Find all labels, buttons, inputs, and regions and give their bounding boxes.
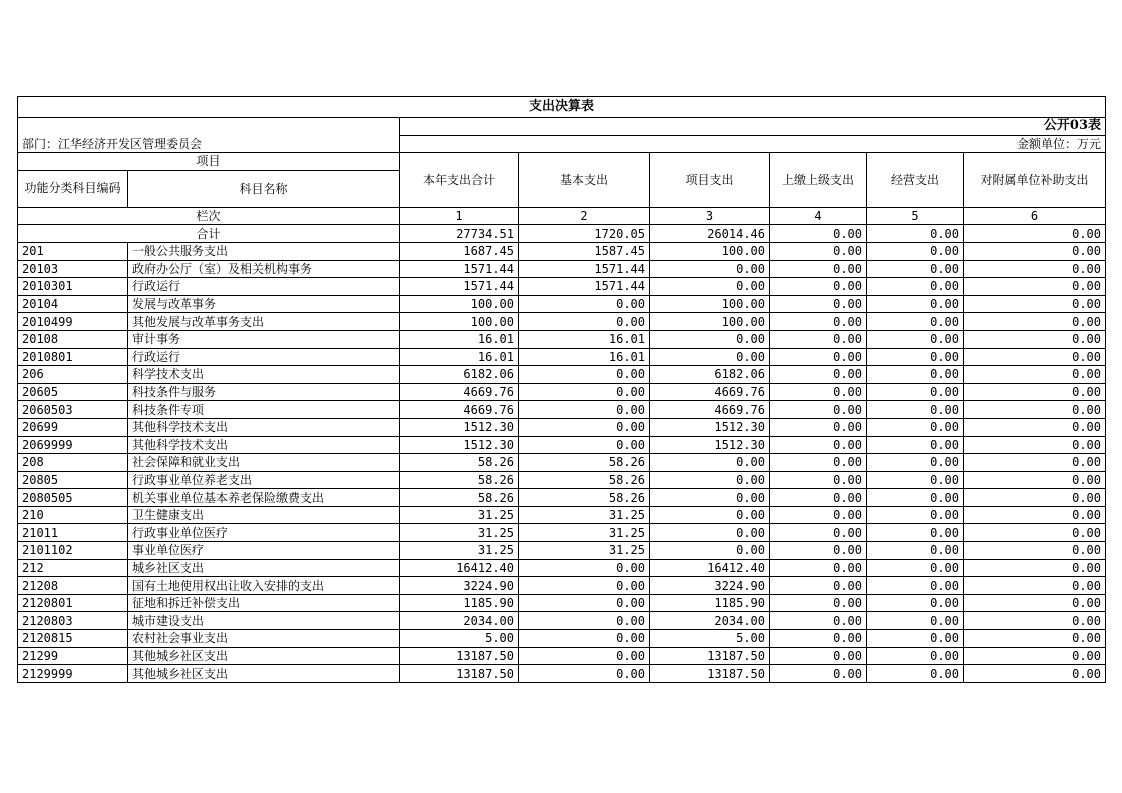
amount-cell: 0.00 <box>867 436 964 454</box>
subject-name: 其他科学技术支出 <box>128 418 400 436</box>
amount-cell: 16412.40 <box>400 559 519 577</box>
subject-code: 2129999 <box>18 665 128 683</box>
header-code: 功能分类科目编码 <box>18 170 128 207</box>
amount-cell: 0.00 <box>519 418 650 436</box>
header-basic: 基本支出 <box>519 153 650 208</box>
amount-cell: 5.00 <box>650 630 770 648</box>
amount-cell: 0.00 <box>964 594 1106 612</box>
amount-cell: 58.26 <box>519 454 650 472</box>
amount-cell: 0.00 <box>964 366 1106 384</box>
amount-cell: 0.00 <box>770 471 867 489</box>
table-row <box>18 612 1106 630</box>
amount-cell: 58.26 <box>400 454 519 472</box>
amount-cell: 0.00 <box>964 612 1106 630</box>
amount-cell: 0.00 <box>867 577 964 595</box>
amount-cell: 16.01 <box>400 330 519 348</box>
table-row <box>18 313 1106 331</box>
amount-cell: 0.00 <box>867 295 964 313</box>
table-row <box>18 383 1106 401</box>
amount-cell: 0.00 <box>867 242 964 260</box>
column-index: 4 <box>770 207 867 225</box>
table-row <box>18 647 1106 665</box>
amount-cell: 0.00 <box>770 559 867 577</box>
amount-cell: 4669.76 <box>400 401 519 419</box>
amount-cell: 100.00 <box>400 295 519 313</box>
amount-cell: 0.00 <box>964 295 1106 313</box>
subject-name: 农村社会事业支出 <box>128 630 400 648</box>
column-index: 3 <box>650 207 770 225</box>
amount-cell: 1512.30 <box>400 436 519 454</box>
total-value: 0.00 <box>770 225 867 243</box>
amount-cell: 0.00 <box>867 313 964 331</box>
table-row <box>18 489 1106 507</box>
amount-cell: 16412.40 <box>650 559 770 577</box>
amount-cell: 0.00 <box>650 542 770 560</box>
column-index: 5 <box>867 207 964 225</box>
amount-cell: 0.00 <box>519 647 650 665</box>
total-label: 合计 <box>18 225 400 243</box>
amount-cell: 4669.76 <box>650 383 770 401</box>
amount-cell: 0.00 <box>964 401 1106 419</box>
amount-cell: 0.00 <box>867 489 964 507</box>
amount-cell: 0.00 <box>770 454 867 472</box>
amount-cell: 13187.50 <box>650 665 770 683</box>
column-index: 1 <box>400 207 519 225</box>
amount-cell: 0.00 <box>519 665 650 683</box>
amount-cell: 0.00 <box>519 612 650 630</box>
amount-cell: 0.00 <box>964 506 1106 524</box>
subject-code: 20805 <box>18 471 128 489</box>
amount-cell: 0.00 <box>867 594 964 612</box>
amount-cell: 0.00 <box>650 471 770 489</box>
amount-cell: 0.00 <box>770 665 867 683</box>
amount-cell: 0.00 <box>770 542 867 560</box>
header-project: 项目 <box>18 153 400 171</box>
amount-cell: 0.00 <box>964 242 1106 260</box>
total-value: 0.00 <box>964 225 1106 243</box>
column-index: 6 <box>964 207 1106 225</box>
amount-cell: 0.00 <box>770 242 867 260</box>
subject-name: 行政事业单位养老支出 <box>128 471 400 489</box>
header-operating: 经营支出 <box>867 153 964 208</box>
total-value: 26014.46 <box>650 225 770 243</box>
amount-cell: 0.00 <box>650 278 770 296</box>
amount-cell: 0.00 <box>867 383 964 401</box>
amount-cell: 0.00 <box>770 348 867 366</box>
amount-cell: 0.00 <box>770 506 867 524</box>
subject-name: 卫生健康支出 <box>128 506 400 524</box>
amount-cell: 0.00 <box>770 489 867 507</box>
amount-cell: 0.00 <box>770 524 867 542</box>
amount-cell: 1687.45 <box>400 242 519 260</box>
subject-code: 212 <box>18 559 128 577</box>
amount-cell: 2034.00 <box>400 612 519 630</box>
subject-name: 行政运行 <box>128 348 400 366</box>
amount-cell: 0.00 <box>650 489 770 507</box>
amount-cell: 0.00 <box>867 559 964 577</box>
amount-cell: 0.00 <box>770 594 867 612</box>
amount-cell: 0.00 <box>867 278 964 296</box>
table-row <box>18 401 1106 419</box>
subject-code: 21208 <box>18 577 128 595</box>
subject-code: 208 <box>18 454 128 472</box>
subject-code: 206 <box>18 366 128 384</box>
subject-code: 201 <box>18 242 128 260</box>
amount-cell: 31.25 <box>519 524 650 542</box>
amount-cell: 0.00 <box>650 348 770 366</box>
amount-cell: 1571.44 <box>400 260 519 278</box>
amount-cell: 0.00 <box>964 542 1106 560</box>
amount-cell: 0.00 <box>867 506 964 524</box>
header-name: 科目名称 <box>128 170 400 207</box>
subject-name: 征地和拆迁补偿支出 <box>128 594 400 612</box>
amount-cell: 0.00 <box>867 418 964 436</box>
subject-code: 20699 <box>18 418 128 436</box>
amount-cell: 0.00 <box>650 454 770 472</box>
amount-cell: 4669.76 <box>400 383 519 401</box>
amount-cell: 3224.90 <box>400 577 519 595</box>
amount-cell: 13187.50 <box>650 647 770 665</box>
amount-cell: 0.00 <box>770 260 867 278</box>
expenditure-table <box>17 96 1106 683</box>
amount-cell: 0.00 <box>867 260 964 278</box>
table-row <box>18 295 1106 313</box>
subject-code: 2101102 <box>18 542 128 560</box>
amount-cell: 100.00 <box>400 313 519 331</box>
amount-cell: 1185.90 <box>650 594 770 612</box>
subject-name: 其他发展与改革事务支出 <box>128 313 400 331</box>
subject-code: 20108 <box>18 330 128 348</box>
amount-cell: 0.00 <box>519 436 650 454</box>
amount-cell: 0.00 <box>867 348 964 366</box>
amount-cell: 0.00 <box>519 559 650 577</box>
amount-cell: 58.26 <box>519 471 650 489</box>
table-row <box>18 330 1106 348</box>
total-value: 27734.51 <box>400 225 519 243</box>
subject-code: 2060503 <box>18 401 128 419</box>
subject-code: 2010301 <box>18 278 128 296</box>
amount-cell: 0.00 <box>519 401 650 419</box>
amount-cell: 0.00 <box>519 383 650 401</box>
subject-name: 机关事业单位基本养老保险缴费支出 <box>128 489 400 507</box>
table-row <box>18 348 1106 366</box>
expenditure-sheet <box>17 96 1105 683</box>
amount-cell: 0.00 <box>867 630 964 648</box>
subject-code: 20605 <box>18 383 128 401</box>
subject-code: 210 <box>18 506 128 524</box>
amount-cell: 0.00 <box>964 647 1106 665</box>
header-subsidy: 对附属单位补助支出 <box>964 153 1106 208</box>
amount-cell: 0.00 <box>867 330 964 348</box>
amount-cell: 31.25 <box>519 542 650 560</box>
table-row <box>18 418 1106 436</box>
amount-cell: 0.00 <box>964 436 1106 454</box>
table-row <box>18 454 1106 472</box>
amount-cell: 2034.00 <box>650 612 770 630</box>
amount-cell: 0.00 <box>964 489 1106 507</box>
amount-cell: 0.00 <box>770 401 867 419</box>
table-row <box>18 665 1106 683</box>
amount-cell: 4669.76 <box>650 401 770 419</box>
amount-cell: 5.00 <box>400 630 519 648</box>
amount-cell: 0.00 <box>867 471 964 489</box>
amount-cell: 31.25 <box>400 506 519 524</box>
amount-cell: 0.00 <box>519 594 650 612</box>
subject-name: 一般公共服务支出 <box>128 242 400 260</box>
amount-cell: 0.00 <box>650 524 770 542</box>
subject-name: 城市建设支出 <box>128 612 400 630</box>
amount-cell: 0.00 <box>519 577 650 595</box>
unit-label: 金额单位：万元 <box>400 135 1106 153</box>
amount-cell: 1512.30 <box>650 418 770 436</box>
amount-cell: 16.01 <box>400 348 519 366</box>
amount-cell: 0.00 <box>770 366 867 384</box>
amount-cell: 31.25 <box>400 542 519 560</box>
table-row <box>18 471 1106 489</box>
header-project-expense: 项目支出 <box>650 153 770 208</box>
header-upper: 上缴上级支出 <box>770 153 867 208</box>
amount-cell: 0.00 <box>964 577 1106 595</box>
amount-cell: 0.00 <box>964 313 1106 331</box>
amount-cell: 1571.44 <box>519 260 650 278</box>
table-row <box>18 506 1106 524</box>
amount-cell: 0.00 <box>964 524 1106 542</box>
amount-cell: 0.00 <box>964 330 1106 348</box>
subject-name: 科技条件与服务 <box>128 383 400 401</box>
amount-cell: 0.00 <box>519 313 650 331</box>
amount-cell: 0.00 <box>964 471 1106 489</box>
subject-name: 其他科学技术支出 <box>128 436 400 454</box>
amount-cell: 0.00 <box>964 278 1106 296</box>
amount-cell: 0.00 <box>867 366 964 384</box>
amount-cell: 100.00 <box>650 313 770 331</box>
amount-cell: 0.00 <box>964 559 1106 577</box>
amount-cell: 0.00 <box>964 454 1106 472</box>
subject-code: 2120803 <box>18 612 128 630</box>
table-row <box>18 577 1106 595</box>
form-number: 公开03表 <box>400 118 1106 136</box>
subject-name: 科学技术支出 <box>128 366 400 384</box>
amount-cell: 0.00 <box>770 295 867 313</box>
amount-cell: 0.00 <box>964 260 1106 278</box>
amount-cell: 0.00 <box>770 330 867 348</box>
total-value: 1720.05 <box>519 225 650 243</box>
subject-code: 21011 <box>18 524 128 542</box>
amount-cell: 0.00 <box>867 647 964 665</box>
table-row <box>18 436 1106 454</box>
amount-cell: 58.26 <box>400 489 519 507</box>
amount-cell: 0.00 <box>770 647 867 665</box>
amount-cell: 0.00 <box>519 630 650 648</box>
amount-cell: 1571.44 <box>400 278 519 296</box>
amount-cell: 100.00 <box>650 295 770 313</box>
subject-code: 2080505 <box>18 489 128 507</box>
table-row <box>18 559 1106 577</box>
table-row <box>18 594 1106 612</box>
header-total: 本年支出合计 <box>400 153 519 208</box>
subject-name: 事业单位医疗 <box>128 542 400 560</box>
amount-cell: 58.26 <box>519 489 650 507</box>
amount-cell: 0.00 <box>964 348 1106 366</box>
amount-cell: 6182.06 <box>400 366 519 384</box>
amount-cell: 3224.90 <box>650 577 770 595</box>
subject-name: 科技条件专项 <box>128 401 400 419</box>
table-row <box>18 242 1106 260</box>
amount-cell: 0.00 <box>650 330 770 348</box>
amount-cell: 0.00 <box>867 454 964 472</box>
subject-code: 2069999 <box>18 436 128 454</box>
table-row <box>18 366 1106 384</box>
department-label: 部门：江华经济开发区管理委员会 <box>18 135 400 153</box>
amount-cell: 0.00 <box>770 383 867 401</box>
table-row <box>18 278 1106 296</box>
table-row <box>18 542 1106 560</box>
table-title: 支出决算表 <box>18 97 1106 118</box>
amount-cell: 58.26 <box>400 471 519 489</box>
subject-code: 20104 <box>18 295 128 313</box>
subject-name: 城乡社区支出 <box>128 559 400 577</box>
amount-cell: 0.00 <box>770 418 867 436</box>
subject-code: 2010499 <box>18 313 128 331</box>
amount-cell: 0.00 <box>867 665 964 683</box>
subject-name: 社会保障和就业支出 <box>128 454 400 472</box>
amount-cell: 1185.90 <box>400 594 519 612</box>
amount-cell: 6182.06 <box>650 366 770 384</box>
table-row <box>18 524 1106 542</box>
subject-name: 行政事业单位医疗 <box>128 524 400 542</box>
amount-cell: 31.25 <box>400 524 519 542</box>
amount-cell: 0.00 <box>519 366 650 384</box>
column-index: 2 <box>519 207 650 225</box>
subject-code: 2120815 <box>18 630 128 648</box>
amount-cell: 0.00 <box>770 436 867 454</box>
subject-name: 政府办公厅（室）及相关机构事务 <box>128 260 400 278</box>
amount-cell: 100.00 <box>650 242 770 260</box>
amount-cell: 0.00 <box>770 612 867 630</box>
subject-code: 2120801 <box>18 594 128 612</box>
amount-cell: 0.00 <box>519 295 650 313</box>
subject-name: 其他城乡社区支出 <box>128 647 400 665</box>
amount-cell: 0.00 <box>964 418 1106 436</box>
amount-cell: 1512.30 <box>650 436 770 454</box>
subject-name: 国有土地使用权出让收入安排的支出 <box>128 577 400 595</box>
amount-cell: 0.00 <box>650 506 770 524</box>
subject-name: 审计事务 <box>128 330 400 348</box>
amount-cell: 0.00 <box>770 278 867 296</box>
amount-cell: 0.00 <box>964 630 1106 648</box>
subject-code: 2010801 <box>18 348 128 366</box>
blank-cell <box>18 118 400 136</box>
amount-cell: 0.00 <box>867 524 964 542</box>
amount-cell: 0.00 <box>867 401 964 419</box>
amount-cell: 13187.50 <box>400 647 519 665</box>
subject-name: 发展与改革事务 <box>128 295 400 313</box>
total-value: 0.00 <box>867 225 964 243</box>
amount-cell: 0.00 <box>770 313 867 331</box>
table-row <box>18 260 1106 278</box>
subject-name: 行政运行 <box>128 278 400 296</box>
amount-cell: 0.00 <box>770 577 867 595</box>
amount-cell: 0.00 <box>770 630 867 648</box>
column-index-label: 栏次 <box>18 207 400 225</box>
amount-cell: 0.00 <box>867 612 964 630</box>
amount-cell: 16.01 <box>519 330 650 348</box>
subject-code: 21299 <box>18 647 128 665</box>
amount-cell: 0.00 <box>867 542 964 560</box>
amount-cell: 1512.30 <box>400 418 519 436</box>
table-row <box>18 630 1106 648</box>
amount-cell: 1571.44 <box>519 278 650 296</box>
amount-cell: 0.00 <box>650 260 770 278</box>
amount-cell: 16.01 <box>519 348 650 366</box>
amount-cell: 0.00 <box>964 665 1106 683</box>
subject-name: 其他城乡社区支出 <box>128 665 400 683</box>
amount-cell: 0.00 <box>964 383 1106 401</box>
subject-code: 20103 <box>18 260 128 278</box>
amount-cell: 1587.45 <box>519 242 650 260</box>
amount-cell: 31.25 <box>519 506 650 524</box>
amount-cell: 13187.50 <box>400 665 519 683</box>
